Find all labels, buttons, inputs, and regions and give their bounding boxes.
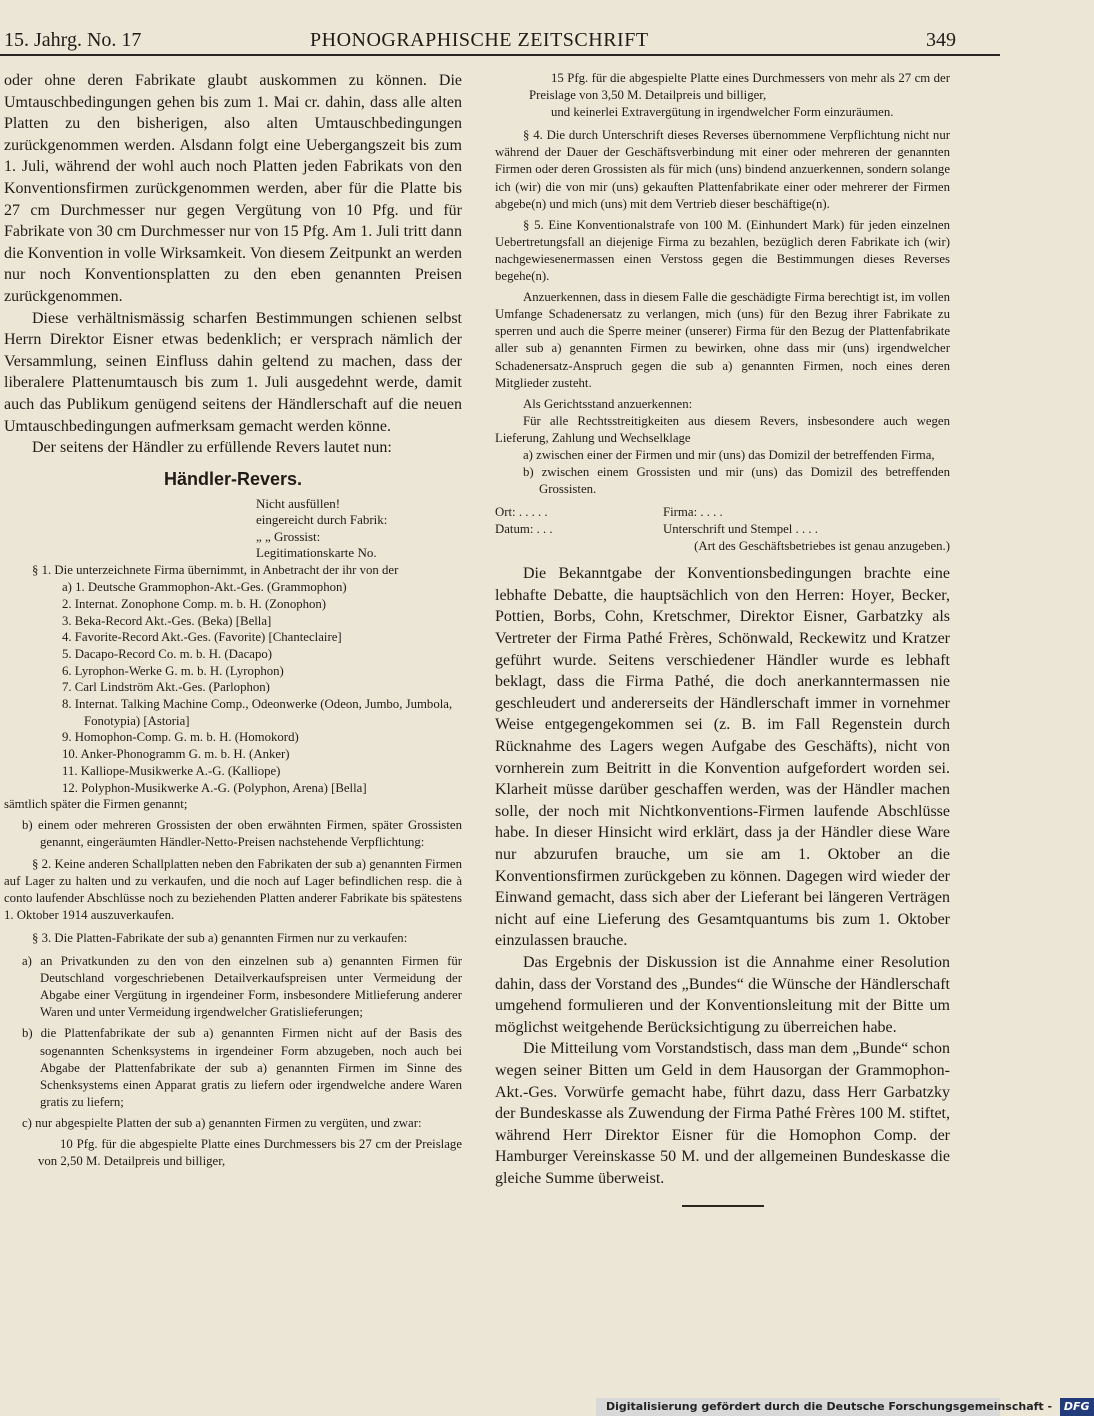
issue-label: 15. Jahrg. No. 17 <box>4 29 142 51</box>
form-line: „ „ Grossist: <box>256 528 321 544</box>
sub-item: b) zwischen einem Grossisten und mir (uns) das Domizil des betreffenden Grossisten. <box>523 465 950 497</box>
signature-row <box>495 504 950 521</box>
signature-row <box>495 521 950 538</box>
sub-item: und keinerlei Extravergütung in irgendwelcher Form einzuräumen. <box>551 105 894 120</box>
paragraph: Die Bekanntgabe der Konventionsbedingungen brachte eine lebhafte Debatte, die hauptsächlich von den Herren: Hoyer, Becker, Pottien, Borbs, Cohn, Kretschmer, Direktor Eisner, Garbatzky als Vertreter der Firma Pathé Frères, Schönwald, Reckewitz und Kratzer geführt wurde. Seitens verschiedener Händler wurde es lebhaft beklagt, dass die Firma Pathé, die doch anerkanntermassen nie geschleudert und andererseits der Händlerschaft immer in vornehmer Weise entgegengekommen sei (z. B. im Fall Regenstein durch Rücknahme des Lagers wegen Aufgabe des Geschäfts), nicht von vornherein zum Beitritt in die Konvention aufgefordert worden sei. Klarheit müsse darüber geschaffen werden, was der Händler machen solle, der noch mit Nichtkonventions-Firmen laufende Abschlüsse habe. In dieser Hinsicht wird erklärt, dass ja der Händler diese Ware nur abzurufen brauche, um sie am 1. Oktober an die Konventionsfirmen zurückgeben zu können. Dagegen wird wieder der Einwand gemacht, dass sich aber der Lieferant bei längeren Verträgen nicht auf eine Lieferung des Gesamtquantums bis zum 1. Oktober einzulassen brauche. <box>495 565 950 950</box>
sub-item: b) einem oder mehreren Grossisten der oben erwähnten Firmen, später Grossisten genannt, eingeräumten Händler-Netto-Preisen nachstehende Verpflichtung: <box>22 818 462 850</box>
list-item: 3. Beka-Record Akt.-Ges. (Beka) [Bella] <box>62 613 272 628</box>
place-field-label: Ort: . . . . . <box>495 505 548 520</box>
form-line: eingereicht durch Fabrik: <box>256 512 388 528</box>
sub-item: a) an Privatkunden zu den von den einzelnen sub a) genannten Firmen für Deutschland vorgeschriebenen Detailverkaufspreisen unter Vermeidung der Abgabe einer Vergütung in irgendeiner Form, insbesondere Mitlieferung anderer Waren und unter Vermeidung irgendwelcher Gratislieferungen; <box>22 954 462 1020</box>
date-field-label: Datum: . . . <box>495 522 553 537</box>
right-column <box>495 70 950 1207</box>
paragraph: oder ohne deren Fabrikate glaubt auskommen zu können. Die Umtauschbedingungen gehen bis zum 1. Mai cr. dahin, dass alle alten Platten zu den bisherigen, also alten Umtauschbedingungen zurückgenommen werden. Alsdann folgt eine Uebergangszeit bis zum 1. Juli, während der wohl auch noch Platten jeden Fabrikats von den Konventionsfirmen zurückgenommen werden, aber für die Platte bis 27 cm Durchmesser nur gegen Vergütung von 10 Pfg. und für Fabrikate von 30 cm Durchmesser nur von 15 Pfg. Am 1. Juli tritt dann die Konvention in volle Wirksamkeit. Von diesem Zeitpunkt an werden nur noch Konventionsplatten zu den eben genannten Preisen zurückgenommen. <box>4 72 462 305</box>
list-item: 8. Internat. Talking Machine Comp., Odeonwerke (Odeon, Jumbo, Jumbola, Fonotypia) [Astoria] <box>62 697 453 728</box>
signature-field-label: Unterschrift und Stempel . . . . <box>663 522 818 537</box>
paragraph: § 2. Keine anderen Schallplatten neben den Fabrikaten der sub a) genannten Firmen auf Lager zu halten und zu verkaufen, und die noch auf Lager befindlichen resp. die à conto laufender Abschlüsse noch zu beziehenden Platten anderer Fabrikate bis spätestens 1. Oktober 1914 auszuverkaufen. <box>4 856 462 922</box>
footer-text: Digitalisierung gefördert durch die Deutsche Forschungsgemeinschaft - <box>606 1400 1053 1413</box>
list-item: 6. Lyrophon-Werke G. m. b. H. (Lyrophon) <box>62 663 284 678</box>
form-line: Nicht ausfüllen! <box>256 495 341 511</box>
paragraph: Für alle Rechtsstreitigkeiten aus diesem Revers, insbesondere auch wegen Lieferung, Zahlung und Wechselklage <box>495 413 950 445</box>
list-item: 9. Homophon-Comp. G. m. b. H. (Homokord) <box>62 730 299 745</box>
list-item: a) 1. Deutsche Grammophon-Akt.-Ges. (Grammophon) <box>62 580 347 595</box>
list-item: 10. Anker-Phonogramm G. m. b. H. (Anker) <box>62 747 290 762</box>
list-item: 7. Carl Lindström Akt.-Ges. (Parlophon) <box>62 680 270 695</box>
paragraph: sämtlich später die Firmen genannt; <box>4 797 188 812</box>
section-end-rule <box>682 1205 764 1207</box>
left-column <box>4 70 462 1170</box>
signature-note: (Art des Geschäftsbetriebes ist genau anzugeben.) <box>694 539 950 554</box>
paragraph: § 1. Die unterzeichnete Firma übernimmt, in Anbetracht der ihr von der <box>32 563 399 578</box>
form-fill-block <box>256 496 462 562</box>
list-item: 5. Dacapo-Record Co. m. b. H. (Dacapo) <box>62 646 273 661</box>
list-item: 12. Polyphon-Musikwerke A.-G. (Polyphon, Arena) [Bella] <box>62 780 367 795</box>
sub-item: c) nur abgespielte Platten der sub a) genannten Firmen zu vergüten, und zwar: <box>22 1115 422 1130</box>
firm-field-label: Firma: . . . . <box>663 505 723 520</box>
list-item: 2. Internat. Zonophone Comp. m. b. H. (Zonophon) <box>62 596 327 611</box>
paragraph: Der seitens der Händler zu erfüllende Revers lautet nun: <box>32 439 392 457</box>
form-line: Legitimationskarte No. <box>256 545 377 561</box>
funding-footer <box>596 1398 1090 1416</box>
sub-item: a) zwischen einer der Firmen und mir (uns) das Domizil der betreffenden Firma, <box>523 447 935 462</box>
firm-list <box>4 579 462 796</box>
paragraph: Die Mitteilung vom Vorstandstisch, dass man dem „Bunde“ schon wegen seiner Bitten um Geld in dem Hausorgan der Grammophon-Akt.-Ges. Vorwürfe gemacht habe, führt dazu, dass Herr Garbatzky der Bundeskasse als Zuwendung der Firma Pathé Frères 100 M. stiftet, während Herr Direktor Eisner für die Homophon Comp. der Hamburger Vereinskasse 50 M. und der allgemeinen Bundeskasse die gleiche Summe überweist. <box>495 1040 950 1187</box>
paragraph: Als Gerichtsstand anzuerkennen: <box>523 396 693 411</box>
page-number: 349 <box>926 29 956 51</box>
paragraph: § 4. Die durch Unterschrift dieses Reverses übernommene Verpflichtung nicht nur während der Dauer der Geschäftsverbindung mit einer oder mehreren der genannten Firmen oder deren Grossisten als für mich (uns) bindend anzuerkennen, sondern solange ich (wir) die von mir (uns) gekauften Plattenfabrikate einer oder mehrerer der Firmen abgebe(n) und mich (uns) mit dem Vertrieb dieser beschäftige(n). <box>495 128 950 211</box>
paragraph: Anzuerkennen, dass in diesem Falle die geschädigte Firma berechtigt ist, im vollen Umfange Schadenersatz zu verlangen, mich (uns) für den Bezug ihrer Fabrikate zu sperren und auch die Sperre meiner (unserer) Firma für den Bezug der Plattenfabrikate aller sub a) genannten Firmen zu bewirken, ohne dass mir (uns) irgendwelcher Schadenersatz-Anspruch gegen die sub a) genannten Firmen, noch eines deren Mitglieder zusteht. <box>495 290 950 390</box>
section-heading: Händler-Revers. <box>163 468 303 489</box>
list-item: 11. Kalliope-Musikwerke A.-G. (Kalliope) <box>62 763 281 778</box>
sub-item: b) die Plattenfabrikate der sub a) genannten Firmen nicht auf der Basis des sogenannten Schenksystems in irgendeiner Form abzugeben, noch auch bei Abgabe der Plattenfabrikate der sub a) genannten Firmen im Sinne des Schenksystems einen Apparat gratis zu liefern oder irgendwelche andere Waren gratis zu liefern; <box>22 1026 462 1109</box>
dfg-logo: DFG <box>1060 1398 1094 1416</box>
paragraph: § 3. Die Platten-Fabrikate der sub a) genannten Firmen nur zu verkaufen: <box>32 930 408 945</box>
page-header <box>0 28 1000 56</box>
journal-title: PHONOGRAPHISCHE ZEITSCHRIFT <box>310 29 649 51</box>
paragraph: Das Ergebnis der Diskussion ist die Annahme einer Resolution dahin, dass der Vorstand des „Bundes“ die Wünsche der Händlerschaft umgehend formulieren und der Konventionsleitung mit der Bitte um möglichst weitgehende Berücksichtigung zu überreichen habe. <box>495 953 950 1036</box>
list-item: 4. Favorite-Record Akt.-Ges. (Favorite) [Chanteclaire] <box>62 630 342 645</box>
paragraph: § 5. Eine Konventionalstrafe von 100 M. (Einhundert Mark) für jeden einzelnen Uebertretungsfall an diejenige Firma zu bezahlen, bezüglich deren Fabrikate ich (wir) nachgewiesenermassen einen Verstoss gegen die Bestimmungen dieses Reverses begehe(n). <box>495 217 950 284</box>
paragraph: Diese verhältnismässig scharfen Bestimmungen schienen selbst Herrn Direktor Eisner etwas bedenklich; er versprach nämlich der Versammlung, seinen Einfluss dahin geltend zu machen, dass der liberalere Plattenumtausch bis zum 1. Juli ausgedehnt werde, damit auch das Publikum genügend seitens der Händlerschaft auf die neuen Umtauschbedingungen aufmerksam gemacht werden könne. <box>4 309 462 435</box>
sub-item: 10 Pfg. für die abgespielte Platte eines Durchmessers bis 27 cm der Preislage von 2,50 M. Detailpreis und billiger, <box>38 1136 462 1169</box>
sub-item: 15 Pfg. für die abgespielte Platte eines Durchmessers von mehr als 27 cm der Preislage von 3,50 M. Detailpreis und billiger, <box>529 71 950 103</box>
